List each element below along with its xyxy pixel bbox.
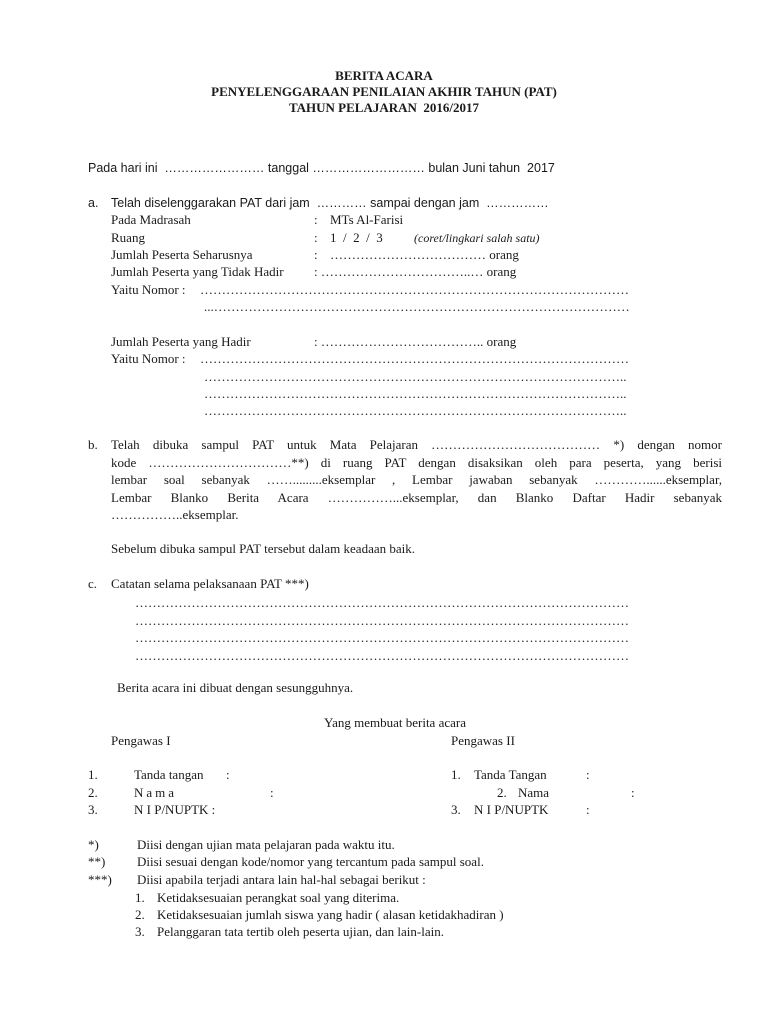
yaitu-nomor-hadir-dots-4: …………………………………………………………………………………….. bbox=[204, 403, 627, 418]
section-b-line-3: lembar soal sebanyak …….........eksemplar , Lembar jawaban sebanyak …………......eksemplar, bbox=[111, 472, 722, 487]
section-a-marker: a. bbox=[88, 196, 99, 210]
madrasah-value: MTs Al-Farisi bbox=[330, 212, 404, 227]
section-b-line-1: Telah dibuka sampul PAT untuk Mata Pelajaran ………………………………… *) dengan nomor bbox=[111, 437, 722, 452]
footnote-3-text: Diisi apabila terjadi antara lain hal-hal sebagai berikut : bbox=[137, 872, 426, 887]
footnote-2-marker: **) bbox=[88, 854, 106, 869]
ruang-colon: : bbox=[314, 230, 318, 245]
section-c-marker: c. bbox=[88, 576, 98, 591]
section-b-marker: b. bbox=[88, 437, 98, 452]
footnote-sub-1-num: 1. bbox=[135, 890, 145, 905]
opening-line: Pada hari ini …………………… tanggal ……………………… bulan Juni tahun 2017 bbox=[88, 161, 555, 175]
p2-nip: N I P/NUPTK bbox=[474, 802, 549, 817]
section-c-title: Catatan selama pelaksanaan PAT ***) bbox=[111, 576, 309, 591]
signature-heading: Yang membuat berita acara bbox=[324, 715, 466, 730]
p2-tanda-tangan: Tanda Tangan bbox=[474, 767, 547, 782]
p2-num-2: 2. bbox=[497, 785, 507, 800]
section-b-line-5: ……………..eksemplar. bbox=[111, 507, 239, 522]
yaitu-nomor-label-1: Yaitu Nomor : bbox=[111, 282, 186, 297]
p1-nama: Nama bbox=[134, 785, 178, 800]
doc-title-1: BERITA ACARA bbox=[335, 68, 433, 83]
section-c-dots-4: …………………………………………………………………………………………………… bbox=[135, 648, 629, 663]
doc-title-3: TAHUN PELAJARAN 2016/2017 bbox=[288, 100, 480, 115]
tidak-hadir-value: : ……………………………..… orang bbox=[314, 264, 517, 279]
p2-colon-1: : bbox=[586, 767, 590, 782]
p2-colon-3: : bbox=[586, 802, 590, 817]
p1-num-2: 2. bbox=[88, 785, 98, 800]
madrasah-colon: : bbox=[314, 212, 318, 227]
section-b-note: Sebelum dibuka sampul PAT tersebut dalam keadaan baik. bbox=[111, 541, 415, 556]
ruang-value: 1 / 2 / 3 bbox=[330, 230, 383, 245]
hadir-value: : ……………………………….. orang bbox=[314, 334, 517, 349]
yaitu-nomor-hadir-dots-1: ……………………………………………………………………………………… bbox=[200, 351, 629, 366]
doc-title-2: PENYELENGGARAAN PENILAIAN AKHIR TAHUN (PAT) bbox=[211, 84, 557, 99]
yaitu-nomor-label-2: Yaitu Nomor : bbox=[111, 351, 186, 366]
p1-num-1: 1. bbox=[88, 767, 98, 782]
footnote-sub-2-text: Ketidaksesuaian jumlah siswa yang hadir ( alasan ketidakhadiran ) bbox=[157, 907, 504, 922]
section-c-dots-2: …………………………………………………………………………………………………… bbox=[135, 613, 629, 628]
madrasah-label: Pada Madrasah bbox=[111, 212, 191, 227]
ruang-label: Ruang bbox=[111, 230, 145, 245]
p1-colon-2: : bbox=[270, 785, 274, 800]
pengawas-1-title: Pengawas I bbox=[111, 733, 171, 748]
footnote-2-text: Diisi sesuai dengan kode/nomor yang tercantum pada sampul soal. bbox=[137, 854, 484, 869]
p1-num-3: 3. bbox=[88, 802, 98, 817]
footnote-sub-3-num: 3. bbox=[135, 924, 145, 939]
yaitu-nomor-dots-1: ……………………………………………………………………………………… bbox=[200, 282, 629, 297]
footnote-1-text: Diisi dengan ujian mata pelajaran pada waktu itu. bbox=[137, 837, 395, 852]
p2-nama: Nama bbox=[518, 785, 550, 800]
seharusnya-colon: : bbox=[314, 247, 318, 262]
tidak-hadir-label: Jumlah Peserta yang Tidak Hadir bbox=[111, 264, 284, 279]
yaitu-nomor-hadir-dots-2: …………………………………………………………………………………….. bbox=[204, 369, 627, 384]
yaitu-nomor-dots-2: ...…………………………………………………………………………………… bbox=[204, 299, 630, 314]
section-c-dots-3: …………………………………………………………………………………………………… bbox=[135, 630, 629, 645]
p1-colon-1: : bbox=[226, 767, 230, 782]
section-c-dots-1: …………………………………………………………………………………………………… bbox=[135, 595, 629, 610]
footnote-sub-2-num: 2. bbox=[135, 907, 145, 922]
section-b-line-4: Lembar Blanko Berita Acara ……………...eksemplar, dan Blanko Daftar Hadir sebanyak bbox=[111, 490, 722, 505]
section-b-line-2: kode ……………………………**) di ruang PAT dengan disaksikan oleh para peserta, yang berisi bbox=[111, 455, 722, 470]
closing-statement: Berita acara ini dibuat dengan sesungguhnya. bbox=[117, 680, 354, 695]
pengawas-2-title: Pengawas II bbox=[451, 733, 515, 748]
seharusnya-value: ……………………………… orang bbox=[330, 247, 519, 262]
p1-tanda-tangan: Tanda tangan bbox=[134, 767, 204, 782]
footnote-1-marker: *) bbox=[88, 837, 99, 852]
yaitu-nomor-hadir-dots-3: …………………………………………………………………………………….. bbox=[204, 386, 627, 401]
p2-colon-2: : bbox=[631, 785, 635, 800]
section-a-intro: Telah diselenggarakan PAT dari jam ………… sampai dengan jam …………… bbox=[111, 196, 549, 210]
p2-num-1: 1. bbox=[451, 767, 461, 782]
hadir-label: Jumlah Peserta yang Hadir bbox=[111, 334, 251, 349]
ruang-note: (coret/lingkari salah satu) bbox=[414, 231, 540, 245]
seharusnya-label: Jumlah Peserta Seharusnya bbox=[111, 247, 253, 262]
footnote-3-marker: ***) bbox=[88, 872, 112, 887]
p1-nip: N I P/NUPTK : bbox=[134, 802, 216, 817]
p2-num-3: 3. bbox=[451, 802, 461, 817]
footnote-sub-1-text: Ketidaksesuaian perangkat soal yang diterima. bbox=[157, 890, 400, 905]
footnote-sub-3-text: Pelanggaran tata tertib oleh peserta ujian, dan lain-lain. bbox=[157, 924, 444, 939]
